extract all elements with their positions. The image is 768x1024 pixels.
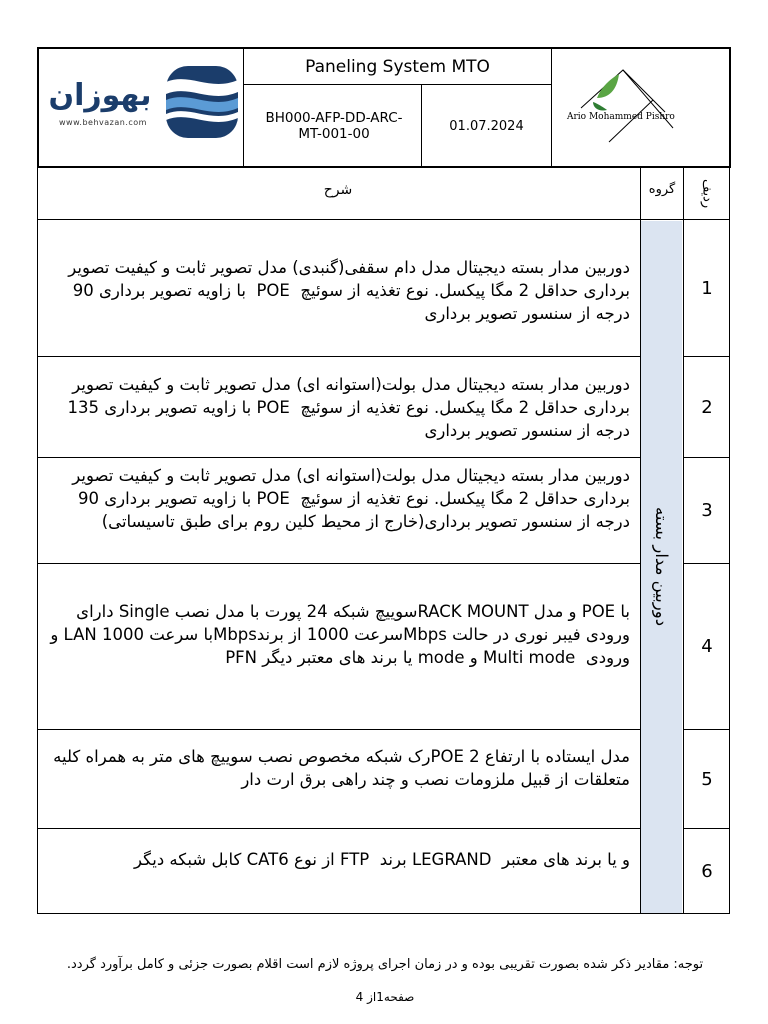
behvazan-wordmark: بهوزان	[48, 78, 152, 113]
document-title: Paneling System MTO	[305, 56, 490, 77]
company-logo-ario	[553, 50, 729, 165]
ario-logo-mark	[553, 50, 729, 165]
row-description: مدل ایستاده با ارتفاع 2 POEرک شبکه مخصوص نصب سوییچ های متر به همراه کلیه متعلقات از قبیل ملزومات نصب و چند راهی برق ارت دار	[47, 747, 630, 789]
row-description: با POE و مدل RACK MOUNTسوییچ شبکه 24 پورت با مدل نصب Single دارای ورودی فیبر نوری در حالت Mbpsسرعت 1000 از برندMbpsبا سرعت 1000 LAN و ورودی Multi mode و mode یا برند های معتبر دیگر PFN	[45, 602, 630, 667]
behvazan-url: www.behvazan.com	[59, 118, 147, 127]
column-header-description: شرح	[323, 182, 353, 198]
ario-wordmark: Ario Mohammed Pishro	[567, 112, 675, 122]
page-number: صفحه1از 4	[355, 990, 415, 1004]
document-date: 01.07.2024	[449, 118, 524, 134]
group-label: دوربین مدار بسته	[652, 507, 671, 627]
row-description: دوربین مدار بسته دیجیتال مدل دام سقفی(گنبدی) مدل تصویر ثابت و کیفیت تصویر برداری حداقل 2 مگا پیکسل. نوع تغذیه از سوئیچ POE با زاویه تصویر برداری 90 درجه از سنسور تصویر برداری	[63, 258, 630, 323]
row-description: دوربین مدار بسته دیجیتال مدل بولت(استوانه ای) مدل تصویر ثابت و کیفیت تصویر برداری حداقل 2 مگا پیکسل. نوع تغذیه از سوئیچ POE با زاویه تصویر برداری 135 درجه از سنسور تصویر برداری	[62, 375, 630, 440]
footer-note: توجه: مقادیر ذکر شده بصورت تقریبی بوده و در زمان اجرای پروژه لازم است اقلام بصورت جزئی و کامل برآورد گردد.	[66, 957, 704, 972]
row-description: و یا برند های معتبر LEGRAND برند FTP از نوع CAT6 کابل شبکه دیگر	[134, 850, 630, 869]
row-number: 2	[701, 396, 713, 418]
row-number: 6	[701, 860, 713, 882]
column-header-row: ردیف	[699, 179, 715, 209]
document-code: BH000-AFP-DD-ARC-MT-001-00	[265, 110, 403, 142]
row-number: 1	[701, 277, 713, 299]
row-number: 3	[701, 500, 713, 521]
column-header-group: گروه	[648, 182, 676, 197]
row-number: 5	[701, 768, 713, 790]
row-description: دوربین مدار بسته دیجیتال مدل بولت(استوانه ای) مدل تصویر ثابت و کیفیت تصویر برداری حداقل 2 مگا پیکسل. نوع تغذیه از سوئیچ POE با زاویه تصویر برداری 90 درجه از سنسور تصویر برداری(خارج از محیط کلین روم برای طبق تاسیساتی)	[67, 466, 630, 531]
row-number: 4	[701, 636, 713, 657]
company-logo-behvazan	[40, 52, 240, 162]
